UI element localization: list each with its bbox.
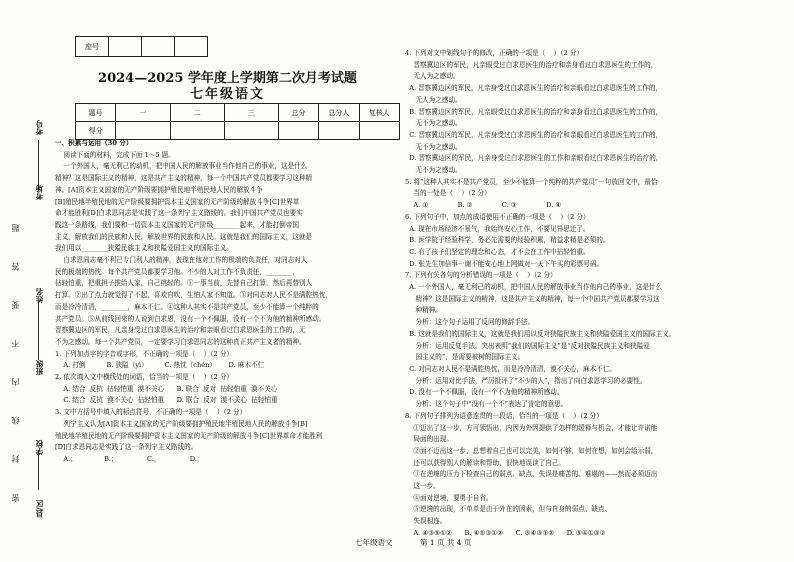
- question-line: 白求恩同志毫不利己专门利人的精神，表现在他对工作的极端的负责任，对同志对人: [55, 256, 308, 265]
- question-line: 无人为之感动。: [405, 95, 462, 104]
- question-line: A. 打倒 B. 狭隘（yì） C. 热忱（chén） D. 麻木不仁: [55, 361, 265, 370]
- question-line: 精神？这是国际主义的精神，这是共产主义的精神，每一个中国共产党员都要学习这种精: [55, 174, 313, 183]
- question-line: 命才能胜利[D]白求恩同志是实践了这一条列宁主义路线的。我们中国共产党员也要实: [55, 209, 303, 218]
- right-question-text: [405, 48, 675, 540]
- question-line: 2. 依次填入文中横线处的词语，恰当的一项是（ ）（2 分）: [55, 373, 234, 382]
- score-cell[interactable]: [224, 122, 278, 140]
- question-line: 分析：这个句子中“没有一个不”表达了肯定的意思。: [405, 400, 568, 409]
- question-line: 当的一处是（ ）（2 分）: [405, 189, 491, 198]
- question-line: 一个外国人，毫无利己的动机，把中国人民的解放事业当作他自己的事业，这是什么: [55, 162, 308, 171]
- question-line: D. 没有一个不佩服，没有一个不为他的精神所感动。: [405, 388, 564, 397]
- question-line: C. 对同志对人民不是满腔热忱，而是冷冷清清，漠不关心，麻木不仁。: [405, 364, 617, 373]
- score-header: 三: [224, 104, 278, 122]
- question-line: 5. 将“这种人其实不是共产党员，至少不能算一个纯粹的共产党员”一句放回文中，最恰: [405, 177, 658, 186]
- question-line: A.； B.； C.， D.，: [55, 454, 204, 463]
- question-line: B. 晋察冀边区的军民，凡亲眼受过白求恩医生的治疗和亲身看过白求恩医生的工作的，: [405, 107, 663, 116]
- question-line: ⑤逆境的出现，不单单是由于外在的因素，但与自身的弱点、缺点、: [405, 505, 612, 514]
- score-table: [75, 103, 400, 140]
- score-row-label: 得分: [76, 122, 116, 140]
- question-line: 共产党员。⑤从前线回来的人说到白求恩，没有一个不佩服，没有一个不为他的精神所感动。: [55, 314, 326, 323]
- question-line: 无不为之感动。: [405, 166, 462, 175]
- question-line: 民的极端的热忱。每个共产党员都要学习他。不少的人对工作不负责任，________，: [55, 267, 299, 276]
- question-line: 分析：运用反复手法，突出表明“我们的国际主义”是“反对狭隘民族主义和狭隘爱: [405, 341, 650, 350]
- question-line: A. 一个外国人，毫无利己的动机，把中国人民的解放事业当作他自己的事业，这是什么: [405, 283, 663, 292]
- footer-subject: 七年级语文: [355, 538, 393, 547]
- question-line: 无不为之感动。: [405, 142, 462, 151]
- seat-label: 座号: [76, 37, 109, 57]
- question-line: 3. 文中方括号中填入的标点符号，不正确的一项是（ ）（2 分）: [55, 408, 247, 417]
- score-row: [76, 122, 400, 140]
- question-line: ①迈出了这一步，方可领悟出，内因为外因提供了怎样的缓释与机会，才能让许诺能: [405, 423, 658, 432]
- score-header: 二: [170, 104, 224, 122]
- question-line: 4. 下列对文中划线句子的修改，正确的一项是（ ）（2 分）: [405, 49, 584, 57]
- question-line: C. 有了孩子们坚定的理念和心态，才不会在工作中拈轻怕重。: [405, 247, 590, 256]
- question-line: 晋察冀边区的军民，凡亲眼受过白求恩医生的治疗和亲身看过白求恩医生的工作的，: [405, 60, 658, 69]
- question-line: 分析：这个句子运用了反问的修辞手法。: [405, 318, 535, 327]
- score-header-row: [76, 104, 400, 122]
- question-line: 打算。②出了点力就觉得了不起，喜欢自吹，生怕人家不知道。③对同志对人民不是满腔热忱，: [55, 291, 332, 300]
- side-label-class: 班级: [35, 360, 44, 375]
- side-label-name: 姓名: [35, 288, 44, 303]
- seat-cell[interactable]: [175, 37, 208, 57]
- score-header: 复核人: [359, 104, 399, 122]
- seat-cell[interactable]: [109, 37, 142, 57]
- left-question-text: [55, 138, 332, 466]
- score-header: 一: [116, 104, 170, 122]
- question-line: 这一步。: [405, 482, 440, 491]
- seal-line-text: 密 封 线 内 不 要 答 题: [11, 210, 20, 502]
- question-line: 失误相连。: [405, 517, 447, 526]
- question-line: 8. 下列句子排列为语意连贯的一段话，恰当的一项是（ ）（2 分）: [405, 411, 603, 420]
- question-line: 国主义的”，是需要被树的国际主义。: [405, 353, 525, 362]
- question-line: A. ① B. ② C. ③ D. ④: [405, 201, 562, 210]
- question-line: 阅读下面的材料，完成下面 1～5 题。: [55, 150, 175, 159]
- score-cell[interactable]: [319, 122, 359, 140]
- question-line: C. 结合 反抗 漠不关心 拈轻怕重 D. 联合 反对 漠不关心 拈轻怕重: [55, 396, 278, 405]
- side-fill-line: [38, 450, 39, 490]
- score-cell[interactable]: [116, 122, 170, 140]
- question-line: 6. 下列句子中，加点的成语使用不正确的一项是（ ）（2 分）: [405, 212, 590, 221]
- question-line: 1. 下列加点字的字音或字形，不正确的一项是（ ）（2 分）: [55, 349, 234, 358]
- question-line: A. ④③⑤①② B. ④⑤③①② C. ⑤④③①② D. ⑤④①③②: [405, 528, 606, 537]
- side-label-county: 县/区: [35, 500, 44, 518]
- exam-title: 2024—2025 学年度上学期第二次月考试题: [98, 71, 357, 86]
- question-line: ②面不迈出这一步，总想着自己也可以完美，如何不够，如何在想，如何会给示弱，: [405, 446, 658, 455]
- score-cell[interactable]: [170, 122, 224, 140]
- seat-cell[interactable]: [142, 37, 175, 57]
- question-line: 种精神。: [405, 306, 442, 315]
- question-line: 精神？这是国际主义的精神，这是共产主义的精神，每一个中国共产党员都要学习这: [405, 294, 660, 303]
- score-cell[interactable]: [278, 122, 318, 140]
- question-line: 神。[A]资本主义国家的无产阶级要拥护殖民地半殖民地人民的解放斗争: [55, 185, 263, 194]
- side-label-exam-room: 考场: [35, 185, 44, 200]
- question-line: 我们用以________狭隘民族主义和狭隘爱国主义的国际主义。: [55, 244, 234, 253]
- score-header: 总分: [278, 104, 318, 122]
- question-line: 分析：运用对比手法，严厉批评了“不少的人”，指出了向白求恩学习的必要性。: [405, 376, 647, 385]
- question-line: 主义，解放我们的民族和人民，解放世界的民族和人民。这就是我们的国际主义，这就是: [55, 232, 313, 241]
- question-line: D. 张先生加倍事一谢不能安心地上网做对一天下午买的彩票号码。: [405, 259, 604, 268]
- question-line: 7. 下列有关各句的分析错误的一项是（ ）（2 分）: [405, 271, 557, 280]
- question-line: [B]殖民地半殖民地的无产阶级要拥护资本主义国家的无产阶级的解放斗争[C]世界革: [55, 197, 300, 206]
- question-line: 拈轻怕重，把重担子推给人家，自己挑轻的。①一事当前，先替自己打算，然后再替别人: [55, 279, 313, 288]
- score-header: 总分人: [319, 104, 359, 122]
- question-line: 无不为之感动。: [405, 119, 462, 128]
- question-line: 一、积累与运用（30 分）: [55, 139, 133, 147]
- question-line: ④面对逆境，要勇于自省。: [405, 493, 493, 502]
- question-line: D. 晋察冀边区的军民，凡亲身受过白求恩医生的工作和亲眼看过白求恩医生的治疗的，: [405, 154, 663, 163]
- question-line: A. 晋察冀边区的军民，凡亲身受过白求恩医生的治疗和亲眼看过白求恩医生的工作的，: [405, 84, 663, 93]
- question-line: 而是冷冷清清，________，麻木不仁。④这种人其实不是共产党员，至少不能算一个纯粹的: [55, 302, 319, 311]
- question-line: B. 医学院于经验科学，务必先需要的经验积累，精益求精是必须的。: [405, 236, 610, 245]
- question-line: B. 这就是我们的国际主义，这就是我们用以反对狭隘民族主义和狭隘爱国主义的国际主义。: [405, 329, 676, 338]
- subject-title: 七年级语文: [189, 87, 265, 102]
- seat-number-box: [75, 36, 208, 57]
- question-line: ③在逆境的压力下检查自己的弱点、缺点、失误是痛苦的、难堪的——然而必须迈出: [405, 470, 658, 479]
- question-line: 局面的出现。: [405, 435, 453, 444]
- footer-page-number: 第 1 页 共 4 页: [420, 538, 472, 547]
- score-cell[interactable]: [359, 122, 399, 140]
- side-fill-line: [38, 140, 39, 190]
- question-line: 不为之感动。每一个共产党员，一定要学习白求恩同志的这种真正共产主义者的精神。: [55, 337, 306, 346]
- question-line: 晋察冀边区的军民，凡亲身受过白求恩医生的治疗和亲眼看过白求恩医生的工作的，无: [55, 326, 306, 335]
- question-line: A. 现在市场经济不景气，我始终安心工作，不要见异思迁了。: [405, 224, 590, 233]
- question-line: 殖民地半殖民地的无产阶级要拥护资本主义国家的无产阶级的解放斗争[C]世界革命才能胜利: [55, 431, 323, 440]
- question-line: 列宁主义认为[A]资本主义国家的无产阶级要拥护殖民地半殖民地人民的解放斗争[B]: [55, 419, 308, 428]
- side-fill-line: [38, 300, 39, 360]
- side-label-school: 学校: [35, 440, 44, 455]
- question-line: 无人为之感动。: [405, 72, 460, 81]
- side-label-exam-number: 考号: [35, 120, 44, 135]
- question-line: C. 晋察冀边区的军民，凡亲身受过白求恩医生的治疗和亲眼看过白求恩医生的工作的，: [405, 130, 663, 139]
- question-line: A. 结合 反抗 拈轻怕重 漠不关心 B. 联合 反对 拈轻怕重 漠不关心: [55, 384, 278, 393]
- question-line: 还可以获得别人的解读和帮助，很快地误读了自己。: [405, 458, 566, 467]
- question-line: [D]白求恩同志是实践了这一条列宁主义路线的。: [55, 443, 198, 452]
- score-header: 题号: [76, 104, 116, 122]
- question-line: 践这一条路线，我们要和一切资本主义国家的无产阶级________起来，才能打倒帝国: [55, 220, 299, 229]
